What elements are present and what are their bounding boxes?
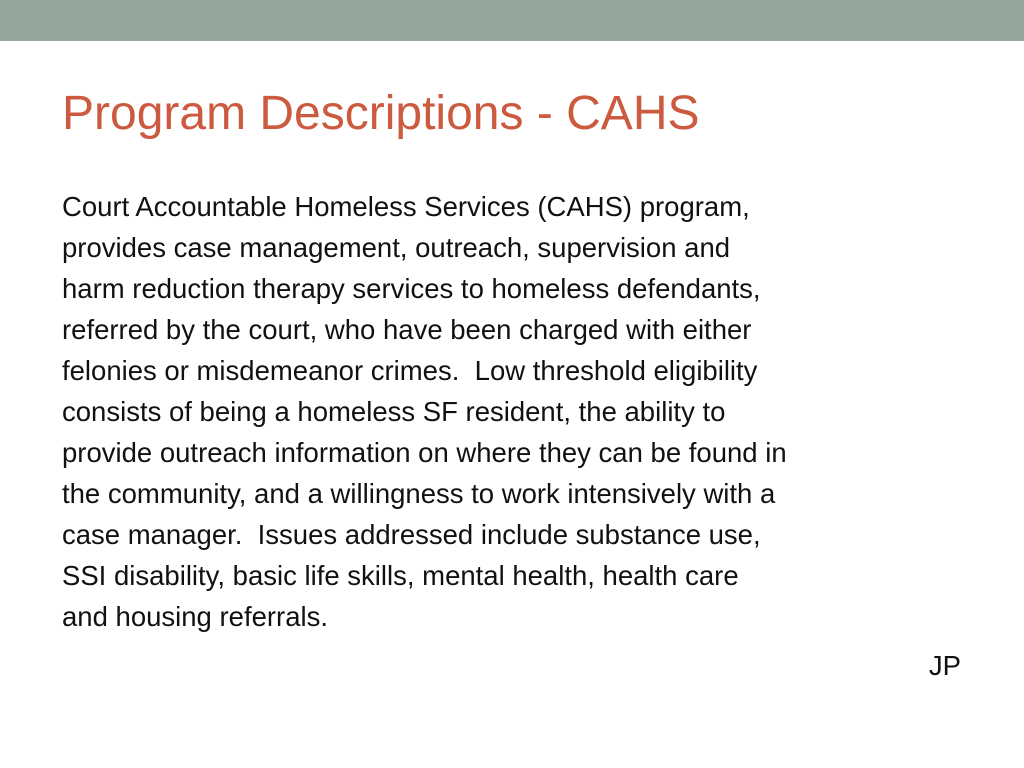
slide-title: Program Descriptions - CAHS [62, 87, 700, 140]
body-line: SSI disability, basic life skills, mental health, health care [62, 560, 739, 591]
top-band [0, 0, 1024, 41]
body-line: and housing referrals. [62, 601, 328, 632]
body-line: referred by the court, who have been charged with either [62, 314, 752, 345]
body-line: felonies or misdemeanor crimes. Low threshold eligibility [62, 355, 758, 386]
body-line: provides case management, outreach, supervision and [62, 232, 731, 263]
body-paragraph [62, 186, 967, 637]
body-line: provide outreach information on where they can be found in [62, 437, 787, 468]
body-line: Court Accountable Homeless Services (CAHS) program, [62, 191, 750, 222]
body-line: case manager. Issues addressed include substance use, [62, 519, 761, 550]
signature-initials: JP [928, 650, 961, 681]
body-line: harm reduction therapy services to homeless defendants, [62, 273, 761, 304]
body-line: the community, and a willingness to work intensively with a [62, 478, 776, 509]
body-line: consists of being a homeless SF resident, the ability to [62, 396, 726, 427]
